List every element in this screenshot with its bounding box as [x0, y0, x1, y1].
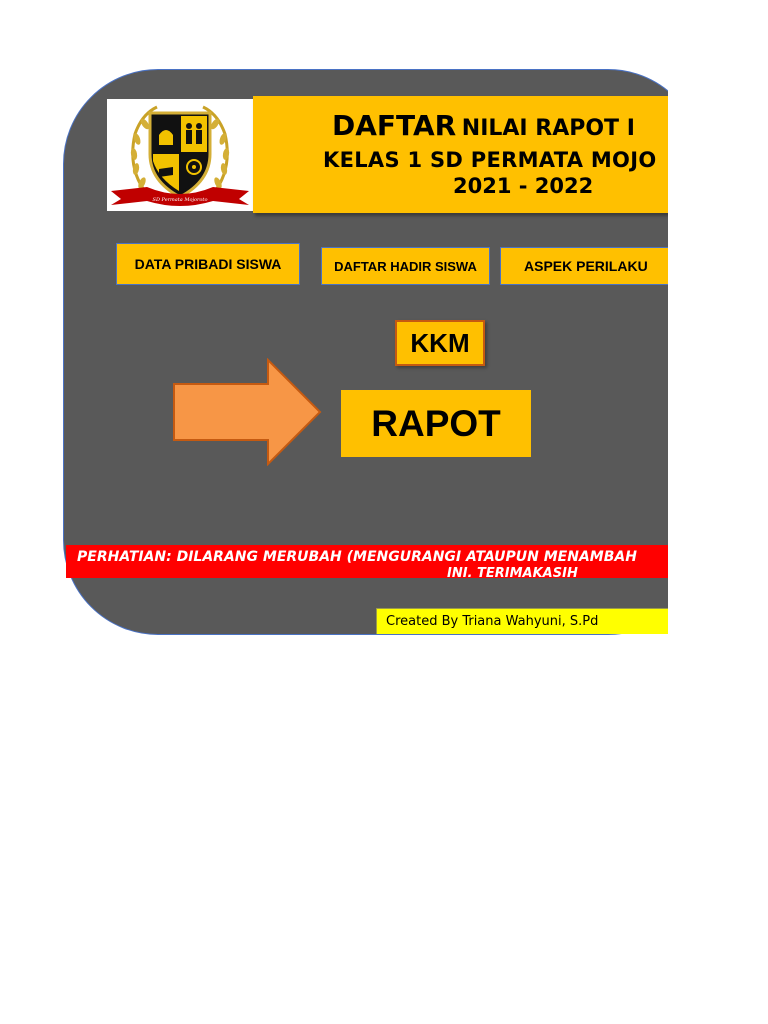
- page-subtitle: KELAS 1 SD PERMATA MOJO: [323, 148, 657, 172]
- data-pribadi-siswa-label: DATA PRIBADI SISWA: [134, 256, 282, 272]
- school-logo: [107, 99, 253, 211]
- warning-banner: [66, 545, 706, 581]
- kkm-button[interactable]: [395, 320, 485, 366]
- page-title: [332, 109, 635, 142]
- school-crest-icon: [107, 99, 253, 211]
- aspek-perilaku-label: ASPEK PERILAKU: [524, 258, 648, 274]
- school-year: 2021 - 2022: [453, 174, 594, 198]
- daftar-hadir-siswa-button[interactable]: [321, 247, 490, 285]
- right-arrow-icon: [172, 358, 322, 466]
- kkm-label: KKM: [410, 327, 470, 358]
- warning-line-1: PERHATIAN: DILARANG MERUBAH (MENGURANGI ATAUPUN MENAMBAH: [77, 549, 637, 565]
- daftar-hadir-siswa-label: DAFTAR HADIR SISWA: [334, 258, 477, 274]
- rapot-label: RAPOT: [371, 402, 501, 444]
- viewport-edge: [668, 0, 768, 1024]
- title-main: DAFTAR: [332, 109, 457, 142]
- svg-text:SD Permata Mojoroto: SD Permata Mojoroto: [152, 197, 208, 203]
- data-pribadi-siswa-button[interactable]: [116, 243, 300, 285]
- warning-line-2: INI. TERIMAKASIH: [447, 566, 578, 581]
- title-rest: NILAI RAPOT I: [461, 116, 635, 141]
- title-banner: [253, 96, 713, 213]
- credit-label: Created By Triana Wahyuni, S.Pd: [376, 608, 706, 634]
- rapot-button[interactable]: [341, 390, 531, 457]
